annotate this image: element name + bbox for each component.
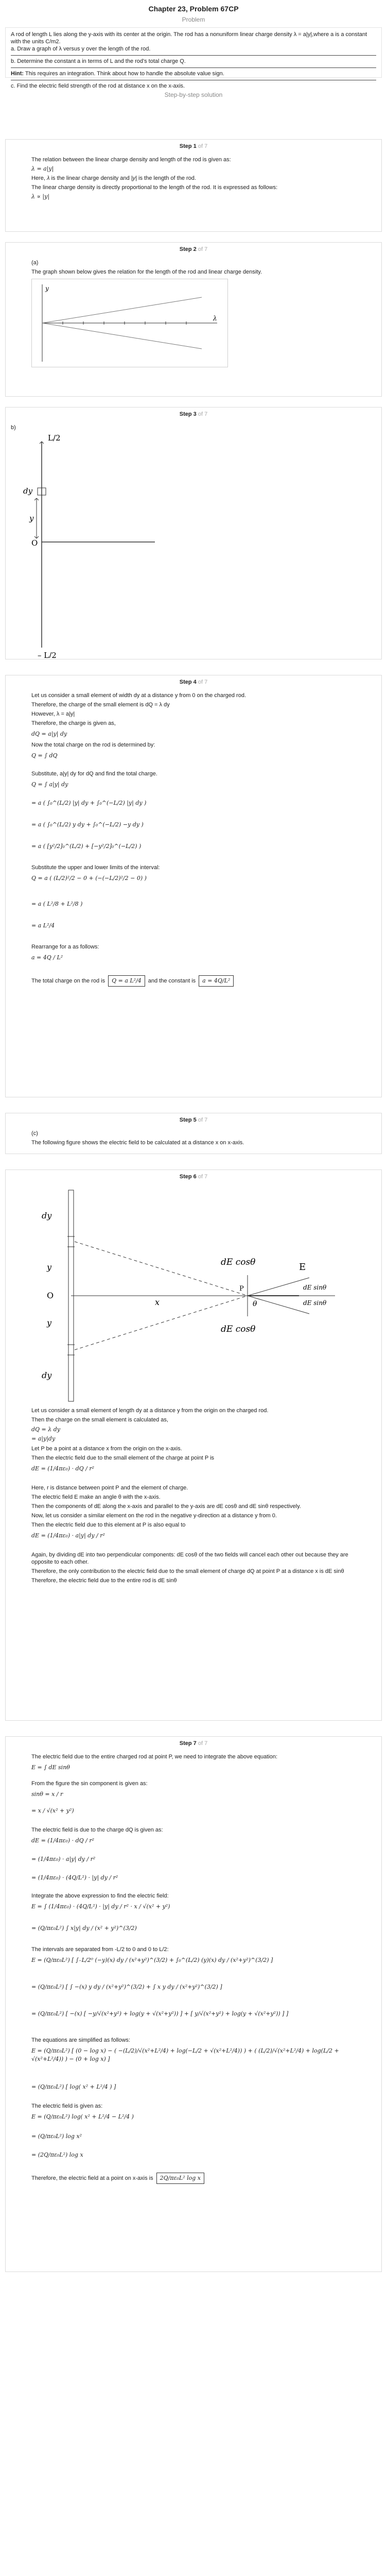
label-dEsin-top: dE sinθ	[303, 1284, 327, 1291]
field-svg	[31, 1188, 340, 1404]
chapter-title: Chapter 23, Problem 67CP	[148, 5, 239, 13]
symbol: |y|	[131, 175, 137, 181]
step-6-card	[5, 1170, 382, 1721]
equation: = (Q/πε₀L²) log x²	[31, 2133, 82, 2140]
symbol: λ	[46, 175, 50, 181]
label-y-bottom: y	[47, 1318, 52, 1328]
result-box-charge: Q = a L²/4	[108, 975, 145, 987]
step-count: of 7	[198, 143, 208, 149]
step-text: Then the electric field due to the small element of the charge at point P is	[31, 1455, 215, 1461]
step-label: Step 1	[179, 143, 197, 149]
step-text: Integrate the above expression to find the electric field:	[31, 1893, 169, 1899]
step-text: Therefore, the electric field due to the entire rod is dE sinθ	[31, 1578, 177, 1584]
step-text: The graph shown below gives the relation for the length of the rod and linear charge density.	[31, 269, 262, 275]
step-text: Then the charge on the small element is calculated as,	[31, 1417, 168, 1423]
label-x: x	[155, 1297, 160, 1307]
result-box-constant: a = 4Q/L²	[199, 975, 234, 987]
label-dy: dy	[23, 486, 33, 496]
step-label: Step 2	[179, 246, 197, 252]
equation: Q = ∫ dQ	[31, 752, 58, 759]
label-dy-bottom: dy	[42, 1370, 52, 1380]
final-result-line	[31, 2173, 356, 2184]
step-text: The electric field is due to the charge dQ is given as:	[31, 1827, 163, 1833]
label-theta: θ	[253, 1300, 257, 1308]
result-line	[31, 975, 356, 987]
equation: = a ( ∫₀^(L/2) |y| dy + ∫₀^(−L/2) |y| dy )	[31, 800, 147, 806]
equation: sinθ = x / r	[31, 1791, 63, 1798]
step-2-card	[5, 242, 382, 397]
step-4-header	[6, 675, 381, 688]
equation: = (2Q/πε₀L²) log x	[31, 2151, 83, 2158]
label-y: y	[29, 514, 34, 523]
step-count: of 7	[198, 679, 208, 685]
step-text: and the constant is	[148, 978, 196, 984]
step-text: Substitute, a|y| dy for dQ and find the total charge.	[31, 771, 157, 777]
equation: dE = (1/4πε₀) · dQ / r²	[31, 1837, 95, 1844]
part-label: (c)	[31, 1130, 38, 1137]
step-1-header	[6, 140, 381, 152]
part-label: b)	[11, 425, 16, 431]
step-text: The electric field due to the entire charged rod at point P, we need to integrate the above equation:	[31, 1754, 278, 1760]
step-text	[31, 175, 356, 182]
divider	[11, 55, 376, 56]
equation: = (1/4πε₀) · (4Q/L²) · |y| dy / r²	[31, 1874, 118, 1881]
step-text: Let us consider a small element of length dy at a distance y from the origin on the charged rod.	[31, 1408, 269, 1414]
step-text: Here, r is distance between point P and the element of charge.	[31, 1485, 188, 1491]
step-5-header	[6, 1113, 381, 1126]
label-dy-top: dy	[42, 1211, 52, 1221]
step-count: of 7	[198, 411, 208, 417]
step-text: Now, let us consider a similar element on the rod in the negative y-direction at a distance y from 0.	[31, 1513, 277, 1519]
label-dEsin-bottom: dE sinθ	[303, 1299, 327, 1307]
step-text: The electric field E make an angle θ with the x-axis.	[31, 1494, 161, 1500]
divider	[11, 67, 376, 68]
step-label: Step 6	[179, 1174, 197, 1180]
equation: = a ( ∫₀^(L/2) y dy + ∫₀^(−L/2) −y dy )	[31, 821, 144, 828]
equation: λ = a|y|	[31, 165, 54, 172]
upper-line	[42, 297, 202, 323]
equation: Q = ∫ a|y| dy	[31, 781, 68, 788]
label-E: E	[299, 1262, 306, 1273]
equation: = (Q/πε₀L²) [ log( x² + L²/4 ) ]	[31, 2083, 116, 2090]
equation: dQ = λ dy	[31, 1426, 60, 1433]
step-3-card	[5, 407, 382, 659]
step-text: Then the electric field due to this element at P is also equal to	[31, 1522, 186, 1528]
text-run: is the linear charge density and	[49, 175, 131, 181]
step-5-card	[5, 1113, 382, 1154]
text-run: is the length of the rod.	[136, 175, 196, 181]
problem-part-a: a. Draw a graph of λ versus y over the length of the rod.	[11, 46, 151, 52]
dashed-r-top	[75, 1242, 248, 1296]
step-text: However, λ = a|y|	[31, 711, 75, 717]
equation: E = ∫ (1/4πε₀) · (4Q/L²) · |y| dy / r² · x / √(x² + y²)	[31, 1903, 170, 1910]
problem-label: Problem	[182, 16, 205, 23]
step-text: Now the total charge on the rod is determined by:	[31, 742, 155, 748]
equation: = (Q/πε₀L²) [ ∫ −(x) y dy / (x²+y²)^(3/2) + ∫ x y dy / (x²+y²)^(3/2) ]	[31, 1984, 222, 1990]
graph-svg	[32, 279, 227, 367]
step-text: The linear charge density is directly proportional to the length of the rod. It is expressed as follows:	[31, 184, 278, 191]
solution-label: Step-by-step solution	[164, 91, 223, 98]
part-label: (a)	[31, 260, 39, 266]
step-text: Again, by dividing dE into two perpendicular components: dE cosθ of the two fields will cancel each other out because they are opposite to each other.	[31, 1552, 348, 1565]
final-result-box: 2Q/πε₀L² log x	[156, 2173, 204, 2184]
equation: E = (Q/πε₀L²) [ (0 − log x) − ( −(L/2)/√(x²+L²/4) + log(−L/2 + √(x²+L²/4)) ) + ( (L/2)/√(x²+L²/4) + log(L/2 + √(x²+L²/4)) ) − (0 + log x) ]	[31, 2047, 339, 2062]
step-text: Therefore, the only contribution to the electric field due to the small element of charge dQ at point P at a distance x is dE sinθ	[31, 1568, 344, 1574]
equation: = a ( L²/8 + L²/8 )	[31, 901, 83, 907]
problem-part-b: b. Determine the constant a in terms of L and the rod's total charge Q.	[11, 58, 186, 64]
equation: dE = (1/4πε₀) · dQ / r²	[31, 1465, 95, 1472]
equation: E = (Q/πε₀L²) [ ∫₋L/2⁰ (−y)(x) dy / (x²+y²)^(3/2) + ∫₀^(L/2) (y)(x) dy / (x²+y²)^(3/2) ]	[31, 1957, 273, 1963]
step-3-header	[6, 408, 381, 420]
step-text: Let P be a point at a distance x from the origin on the x-axis.	[31, 1446, 182, 1452]
problem-part-c: c. Find the electric field strength of the rod at distance x on the x-axis.	[11, 83, 185, 89]
step-text: The following figure shows the electric field to be calculated at a distance x on x-axis.	[31, 1140, 244, 1146]
problem-intro: A rod of length L lies along the y-axis with its center at the origin. The rod has a nonuniform linear charge density λ = a|y|,where a is a constant with the units C/m2.	[11, 31, 367, 45]
equation: = (Q/πε₀L²) [ −(x) [ −y/√(x²+y²) + log(y + √(x²+y²)) ] + [ y/√(x²+y²) + log(y + √(x²+y²)) ] ]	[31, 2010, 289, 2017]
equation: = a L²/4	[31, 922, 55, 929]
step-text: The intervals are separated from -L/2 to 0 and 0 to L/2:	[31, 1946, 169, 1953]
equation: = (Q/πε₀L²) ∫ x|y| dy / (x² + y²)^(3/2)	[31, 1925, 137, 1931]
problem-statement	[5, 27, 382, 89]
label-point-p: P	[239, 1285, 244, 1293]
equation: = a|y|dy	[31, 1435, 56, 1442]
step-count: of 7	[198, 1174, 208, 1180]
step-text: Rearrange for a as follows:	[31, 944, 99, 950]
label-dEcos-top: dE cosθ	[221, 1257, 256, 1267]
equation: = a ( [y²/2]₀^(L/2) + [−y²/2]₀^(−L/2) )	[31, 843, 142, 850]
step-count: of 7	[198, 1740, 208, 1747]
rod-figure	[11, 431, 165, 658]
step-1-card	[5, 139, 382, 232]
equation: λ ∝ |y|	[31, 193, 50, 200]
step-text: Substitute the upper and lower limits of the interval:	[31, 865, 160, 871]
x-axis-label: λ	[213, 315, 217, 322]
step-text: Therefore, the electric field at a point on x-axis is	[31, 2175, 153, 2181]
step-text: Let us consider a small element of width dy at a distance y from 0 on the charged rod.	[31, 692, 247, 699]
label-origin: O	[31, 538, 38, 548]
problem-hint	[11, 70, 376, 77]
equation: dQ = a|y| dy	[31, 731, 67, 737]
equation: dE = (1/4πε₀) · a|y| dy / r²	[31, 1532, 105, 1539]
lambda-vs-y-graph	[31, 279, 228, 367]
label-bottom: – L/2	[38, 651, 57, 658]
step-7-card	[5, 1736, 382, 2272]
lower-line	[42, 323, 202, 349]
label-dEcos-bottom: dE cosθ	[221, 1324, 256, 1334]
step-7-header	[6, 1737, 381, 1749]
step-text: Then the components of dE along the x-axis and parallel to the y-axis are dE cosθ and dE sinθ respectively.	[31, 1503, 301, 1510]
field-figure	[31, 1188, 340, 1404]
step-text: Therefore, the charge is given as,	[31, 720, 116, 726]
equation: E = ∫ dE sinθ	[31, 1764, 70, 1771]
step-count: of 7	[198, 246, 208, 252]
field-vector-top	[248, 1278, 309, 1296]
text-run: Here,	[31, 175, 47, 181]
step-6-header	[6, 1170, 381, 1182]
hint-label: Hint:	[11, 71, 24, 77]
step-text: The electric field is given as:	[31, 2103, 103, 2109]
step-label: Step 4	[179, 679, 197, 685]
step-4-card	[5, 675, 382, 1097]
hint-text: This requires an integration. Think about how to handle the absolute value sign.	[24, 71, 224, 77]
equation: = (1/4πε₀) · a|y| dy / r²	[31, 1856, 96, 1862]
label-origin: O	[47, 1291, 54, 1300]
step-label: Step 5	[179, 1117, 197, 1123]
label-top: L/2	[48, 433, 61, 443]
step-text: Therefore, the charge of the small element is dQ = λ dy	[31, 702, 170, 708]
step-text: The equations are simplified as follows:	[31, 2037, 130, 2043]
equation: = x / √(x² + y²)	[31, 1807, 74, 1814]
equation: a = 4Q / L²	[31, 954, 63, 961]
equation: E = (Q/πε₀L²) log( x² + L²/4 − L²/4 )	[31, 2113, 134, 2120]
step-text: The total charge on the rod is	[31, 978, 105, 984]
y-axis-label: y	[45, 285, 49, 292]
dashed-r-bottom	[75, 1296, 248, 1350]
step-label: Step 7	[179, 1740, 197, 1747]
step-text: From the figure the sin component is given as:	[31, 1781, 148, 1787]
step-label: Step 3	[179, 411, 197, 417]
step-2-header	[6, 243, 381, 255]
label-y-top: y	[47, 1262, 52, 1272]
step-count: of 7	[198, 1117, 208, 1123]
equation: Q = a ( (L/2)²/2 − 0 + (−(−L/2)²/2 − 0) )	[31, 875, 147, 882]
step-text: The relation between the linear charge density and length of the rod is given as:	[31, 157, 231, 163]
